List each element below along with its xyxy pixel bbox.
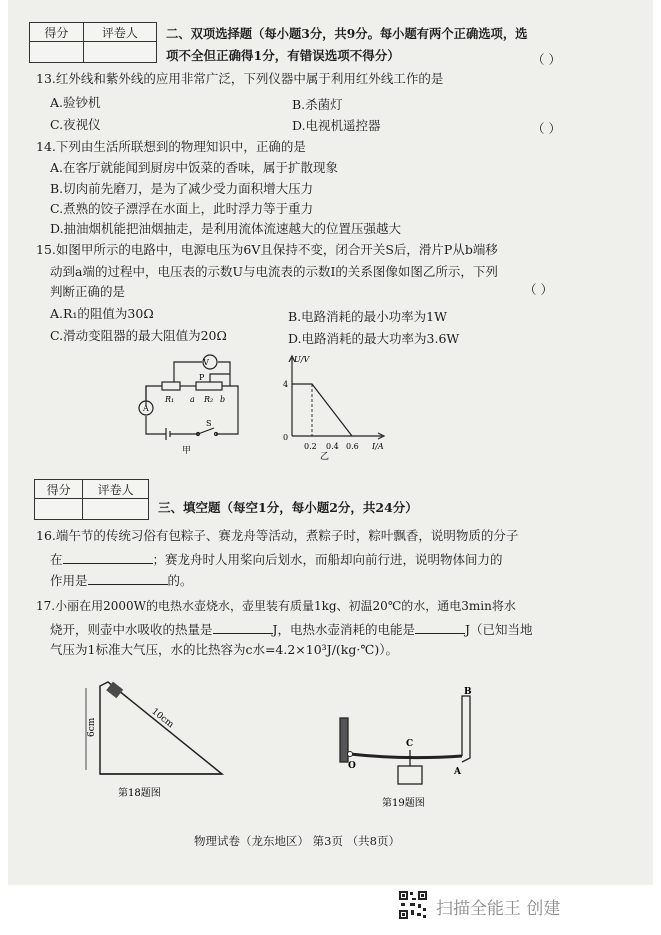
q14-option-d: D.抽油烟机能把油烟抽走，是利用流体流速越大的位置压强越大 xyxy=(50,221,402,236)
grader-cell xyxy=(83,499,149,520)
q13-option-d: D.电视机遥控器 xyxy=(292,118,381,133)
p-label: P xyxy=(199,373,205,382)
q17-blank-1[interactable] xyxy=(213,621,273,634)
graph-line xyxy=(292,384,352,436)
q17-line1: 17.小丽在用2000W的电热水壶烧水，壶里装有质量1kg、初温20℃的水，通电3min将水 xyxy=(36,599,516,613)
graph-origin: 0 xyxy=(283,433,289,442)
graph-ylabel: U/V xyxy=(294,355,310,364)
section2-paren: （ ） xyxy=(532,52,561,67)
watermark-text: 扫描全能王 创建 xyxy=(436,899,561,919)
section2-title: 二、双项选择题（每小题3分，共9分。每小题有两个正确选项，选 xyxy=(166,26,528,41)
fig19-label-b: B xyxy=(464,687,472,697)
fig18-hyp-label: 10cm xyxy=(149,706,176,731)
scanner-watermark xyxy=(398,890,608,920)
grader-header: 评卷人 xyxy=(83,23,156,42)
score-table-2 xyxy=(34,479,149,520)
ammeter-label: A xyxy=(143,404,149,413)
q15-option-b: B.电路消耗的最小功率为1W xyxy=(288,309,447,324)
q15-paren: （ ） xyxy=(524,282,553,297)
figure-18 xyxy=(76,670,256,800)
b-label: b xyxy=(220,395,226,404)
fig18-caption: 第18题图 xyxy=(118,788,161,799)
graph-x-tick-0: 0.2 xyxy=(304,442,317,451)
s-label: S xyxy=(206,419,212,428)
q14-option-a: A.在客厅就能闻到厨房中饭菜的香味，属于扩散现象 xyxy=(50,160,339,175)
q15-line3: 判断正确的是 xyxy=(50,284,126,299)
q13-paren: （ ） xyxy=(532,121,561,136)
q13-option-b: B.杀菌灯 xyxy=(292,97,343,112)
q17-line2-a: 烧开，则壶中水吸收的热量是 xyxy=(50,622,213,637)
q14-option-c: C.煮熟的饺子漂浮在水面上，此时浮力等于重力 xyxy=(50,201,314,216)
block-icon xyxy=(106,682,123,699)
fig18-height-label: 6cm xyxy=(87,717,97,737)
graph-x-tick-2: 0.6 xyxy=(346,442,359,451)
voltmeter-label: V xyxy=(203,358,209,367)
q17-line2 xyxy=(50,621,533,637)
graph-caption: 乙 xyxy=(320,452,330,460)
q15-line1: 15.如图甲所示的电路中，电源电压为6V且保持不变，闭合开关S后，滑片P从b端移 xyxy=(36,242,498,257)
q16-line2-end: ；赛龙舟时人用桨向后划水，而船却向前行进，说明物体间力的 xyxy=(152,552,503,567)
score-header: 得分 xyxy=(35,480,83,499)
resistor-r1 xyxy=(162,382,180,390)
q17-line2-c: J（已知当地 xyxy=(465,622,533,637)
q13-option-c: C.夜视仪 xyxy=(50,117,101,132)
q15-option-d: D.电路消耗的最大功率为3.6W xyxy=(288,331,460,346)
circuit-diagram xyxy=(130,346,250,456)
score-table-1 xyxy=(29,22,157,63)
score-cell xyxy=(30,42,84,63)
q16-line3 xyxy=(50,572,193,588)
q14-option-b: B.切肉前先磨刀，是为了减少受力面积增大压力 xyxy=(50,181,314,196)
q17-blank-2[interactable] xyxy=(415,621,465,634)
q16-line2 xyxy=(50,551,503,567)
graph-yi xyxy=(278,350,398,460)
q16-line3-start: 作用是 xyxy=(50,573,88,588)
page-footer: 物理试卷（龙东地区） 第3页 （共8页） xyxy=(194,834,400,848)
q15-option-c: C.滑动变阻器的最大阻值为20Ω xyxy=(50,328,227,343)
graph-xlabel: I/A xyxy=(372,442,384,451)
r2-label: R₂ xyxy=(204,395,214,404)
grader-cell xyxy=(83,42,156,63)
fig19-label-o: O xyxy=(348,761,356,771)
resistor-r2 xyxy=(196,382,222,390)
q17-line3: 气压为1标准大气压，水的比热容为c水=4.2×10³J/(kg·℃)）。 xyxy=(50,642,398,657)
q16-blank-2[interactable] xyxy=(88,572,168,585)
q15-line2: 动到a端的过程中，电压表的示数U与电流表的示数I的关系图像如图乙所示，下列 xyxy=(50,264,498,279)
wall xyxy=(340,718,348,762)
score-header: 得分 xyxy=(30,23,84,42)
q13-stem: 13.红外线和紫外线的应用非常广泛，下列仪器中属于利用红外线工作的是 xyxy=(36,71,444,86)
q15-option-a: A.R₁的阻值为30Ω xyxy=(50,306,154,321)
section3-title: 三、填空题（每空1分，每小题2分，共24分） xyxy=(158,500,418,515)
q17-line2-b: J，电热水壶消耗的电能是 xyxy=(272,622,416,637)
fig19-label-a: A xyxy=(454,767,461,777)
score-cell xyxy=(35,499,83,520)
fig19-label-c: C xyxy=(406,739,414,749)
q14-stem: 14.下列由生活所联想到的物理知识中，正确的是 xyxy=(36,139,306,154)
q16-line2-start: 在 xyxy=(50,552,63,567)
hanging-weight xyxy=(398,766,422,784)
q13-option-a: A.验钞机 xyxy=(50,95,101,110)
a-label: a xyxy=(190,395,195,404)
q16-line1: 16.端午节的传统习俗有包粽子、赛龙舟等活动，煮粽子时，粽叶飘香，说明物质的分子 xyxy=(36,528,519,543)
q16-blank-1[interactable] xyxy=(63,551,153,564)
graph-y-tick-4: 4 xyxy=(283,380,289,389)
r1-label: R₁ xyxy=(165,395,175,404)
figure-19 xyxy=(334,684,494,812)
fig19-caption: 第19题图 xyxy=(382,798,425,809)
q16-line3-end: 的。 xyxy=(167,573,193,588)
graph-x-tick-1: 0.4 xyxy=(326,442,339,451)
grader-header: 评卷人 xyxy=(83,480,149,499)
circuit-caption: 甲 xyxy=(182,446,192,456)
qr-code-icon xyxy=(398,890,428,920)
section2-title-cont: 项不全但正确得1分，有错误选项不得分） xyxy=(166,48,400,63)
